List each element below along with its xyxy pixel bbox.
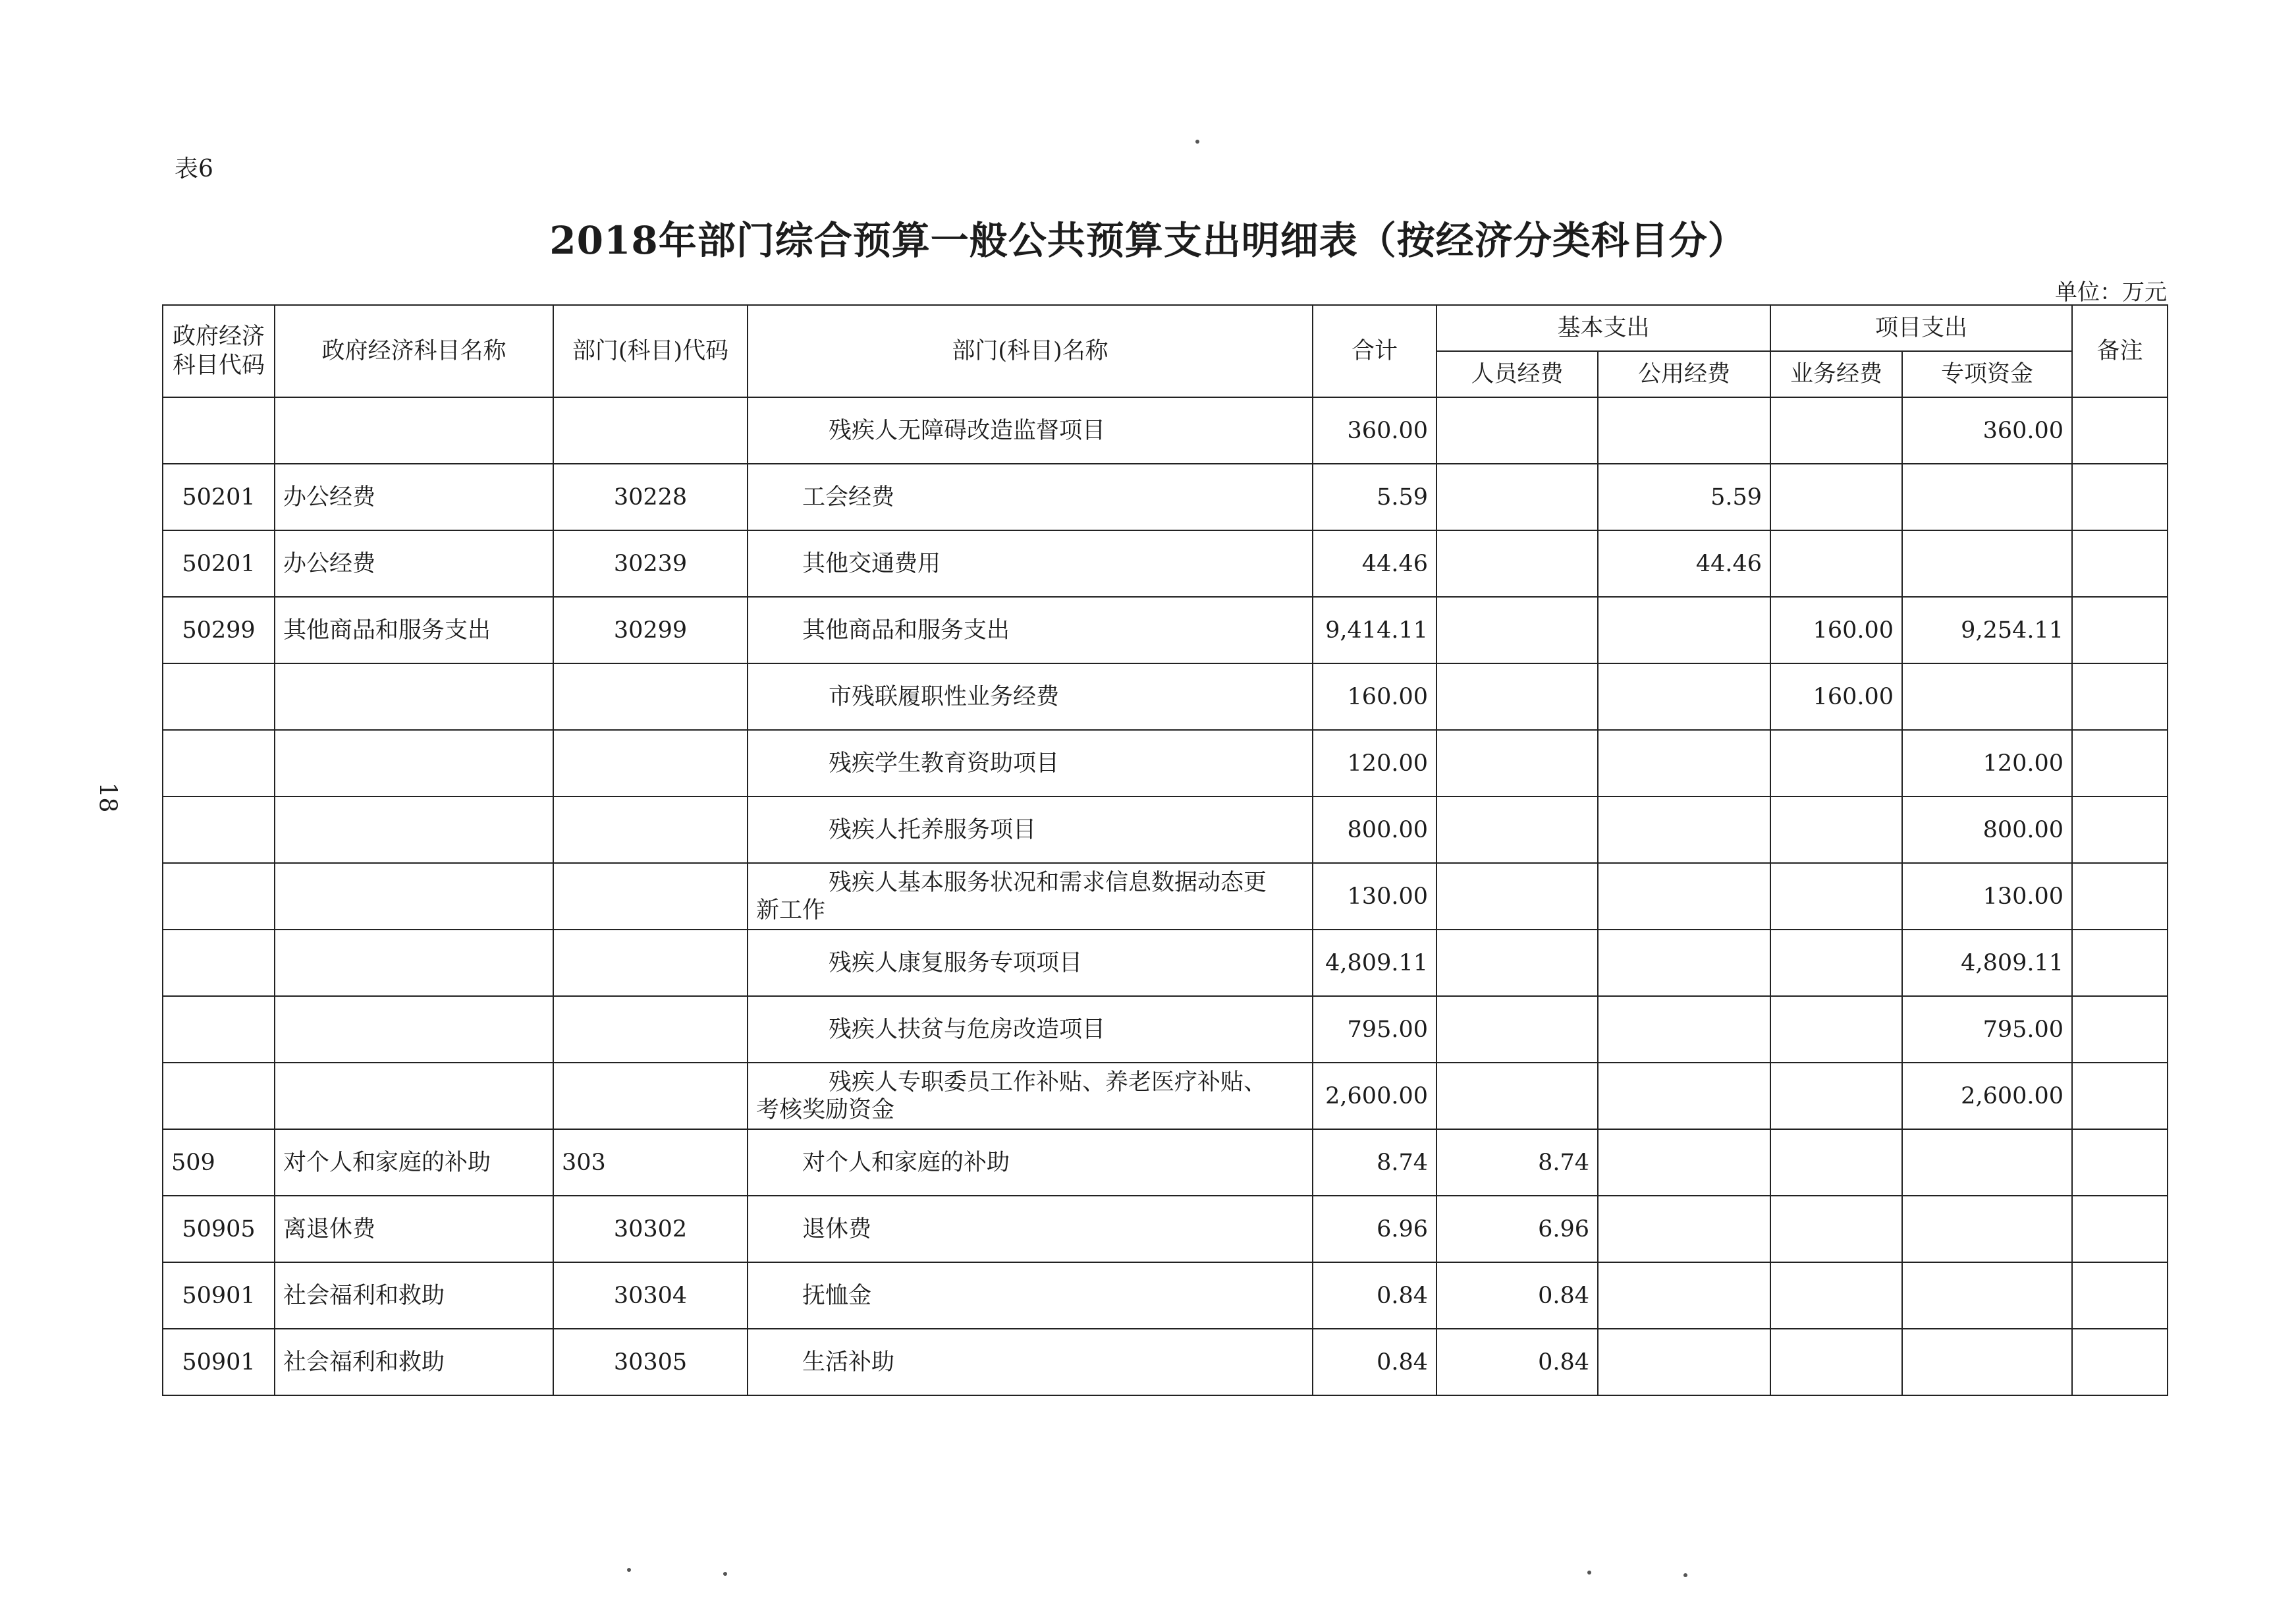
gov-name-cell (275, 1063, 553, 1129)
gov-name-cell: 社会福利和救助 (275, 1329, 553, 1395)
business-cell (1770, 1063, 1902, 1129)
remarks-cell (2072, 996, 2168, 1063)
dept-name-text: 工会经费 (802, 484, 895, 511)
dept-name-text: 生活补助 (802, 1349, 895, 1376)
special-cell: 120.00 (1902, 730, 2072, 796)
total-cell: 9,414.11 (1313, 597, 1436, 663)
remarks-cell (2072, 597, 2168, 663)
header-business: 业务经费 (1770, 351, 1902, 397)
dept-code-cell: 30228 (553, 464, 748, 530)
header-remarks: 备注 (2072, 305, 2168, 397)
personnel-cell (1436, 796, 1598, 863)
public-cell (1598, 863, 1770, 930)
dept-code-cell (553, 796, 748, 863)
table-row (163, 1329, 2168, 1395)
dept-name-cell (748, 464, 1313, 530)
public-cell (1598, 730, 1770, 796)
gov-code-cell: 50901 (163, 1329, 275, 1395)
dept-name-text: 其他交通费用 (802, 550, 941, 577)
personnel-cell (1436, 1063, 1598, 1129)
gov-code-cell (163, 796, 275, 863)
remarks-cell (2072, 796, 2168, 863)
table-row (163, 730, 2168, 796)
gov-code-cell: 50299 (163, 597, 275, 663)
dept-name-cell (748, 930, 1313, 996)
table-row (163, 863, 2168, 930)
public-cell (1598, 1329, 1770, 1395)
table-row (163, 930, 2168, 996)
dept-name-text: 残疾人康复服务专项项目 (829, 949, 1083, 976)
gov-name-cell (275, 663, 553, 730)
dept-name-cell (748, 863, 1313, 930)
dept-name-text: 市残联履职性业务经费 (829, 683, 1060, 710)
dept-name-text: 残疾人托养服务项目 (829, 816, 1037, 843)
dept-name-line-1: 残疾人专职委员工作补贴、养老医疗补贴、 (829, 1069, 1267, 1096)
personnel-cell (1436, 397, 1598, 464)
public-cell (1598, 996, 1770, 1063)
business-cell (1770, 530, 1902, 597)
dept-name-cell (748, 597, 1313, 663)
gov-name-cell: 社会福利和救助 (275, 1262, 553, 1329)
budget-table (162, 304, 2168, 1396)
personnel-cell (1436, 464, 1598, 530)
public-cell (1598, 1063, 1770, 1129)
remarks-cell (2072, 930, 2168, 996)
gov-code-cell (163, 1063, 275, 1129)
public-cell (1598, 597, 1770, 663)
gov-code-cell (163, 930, 275, 996)
dept-code-cell (553, 730, 748, 796)
dept-name-text: 其他商品和服务支出 (802, 617, 1010, 644)
personnel-cell: 8.74 (1436, 1129, 1598, 1196)
public-cell (1598, 796, 1770, 863)
total-cell: 0.84 (1313, 1329, 1436, 1395)
scan-speck (1683, 1573, 1687, 1577)
personnel-cell: 0.84 (1436, 1329, 1598, 1395)
public-cell (1598, 397, 1770, 464)
header-special: 专项资金 (1902, 351, 2072, 397)
total-cell: 0.84 (1313, 1262, 1436, 1329)
dept-name-cell (748, 663, 1313, 730)
gov-code-cell (163, 397, 275, 464)
header-personnel: 人员经费 (1436, 351, 1598, 397)
gov-name-cell: 办公经费 (275, 530, 553, 597)
table-row (163, 996, 2168, 1063)
dept-name-cell (748, 1262, 1313, 1329)
special-cell (1902, 1196, 2072, 1262)
page-number: 18 (94, 782, 121, 813)
dept-code-cell (553, 397, 748, 464)
total-cell: 2,600.00 (1313, 1063, 1436, 1129)
total-cell: 6.96 (1313, 1196, 1436, 1262)
special-cell (1902, 1129, 2072, 1196)
special-cell: 795.00 (1902, 996, 2072, 1063)
dept-name-text: 残疾人无障碍改造监督项目 (829, 417, 1106, 444)
gov-code-cell: 50201 (163, 530, 275, 597)
header-project-expenditure: 项目支出 (1770, 305, 2072, 351)
remarks-cell (2072, 530, 2168, 597)
gov-code-cell (163, 663, 275, 730)
dept-code-cell: 30302 (553, 1196, 748, 1262)
personnel-cell (1436, 597, 1598, 663)
remarks-cell (2072, 1196, 2168, 1262)
special-cell: 9,254.11 (1902, 597, 2072, 663)
dept-name-cell (748, 730, 1313, 796)
gov-name-cell (275, 930, 553, 996)
dept-code-cell (553, 996, 748, 1063)
public-cell (1598, 663, 1770, 730)
remarks-cell (2072, 730, 2168, 796)
table-label: 表6 (175, 155, 213, 182)
special-cell: 130.00 (1902, 863, 2072, 930)
public-cell: 5.59 (1598, 464, 1770, 530)
business-cell (1770, 730, 1902, 796)
personnel-cell (1436, 730, 1598, 796)
dept-name-cell (748, 1329, 1313, 1395)
personnel-cell: 0.84 (1436, 1262, 1598, 1329)
header-dept-name: 部门(科目)名称 (748, 305, 1313, 397)
gov-name-cell: 离退休费 (275, 1196, 553, 1262)
business-cell (1770, 1329, 1902, 1395)
dept-name-cell (748, 397, 1313, 464)
dept-name-cell (748, 1129, 1313, 1196)
header-dept-code: 部门(科目)代码 (553, 305, 748, 397)
gov-code-cell: 50905 (163, 1196, 275, 1262)
special-cell: 360.00 (1902, 397, 2072, 464)
special-cell (1902, 1262, 2072, 1329)
table-row (163, 1129, 2168, 1196)
special-cell: 4,809.11 (1902, 930, 2072, 996)
dept-name-text: 对个人和家庭的补助 (802, 1149, 1010, 1176)
business-cell (1770, 796, 1902, 863)
table-row (163, 464, 2168, 530)
public-cell (1598, 1196, 1770, 1262)
remarks-cell (2072, 1129, 2168, 1196)
personnel-cell: 6.96 (1436, 1196, 1598, 1262)
total-cell: 130.00 (1313, 863, 1436, 930)
business-cell (1770, 996, 1902, 1063)
total-cell: 4,809.11 (1313, 930, 1436, 996)
gov-name-cell (275, 863, 553, 930)
header-gov-name: 政府经济科目名称 (275, 305, 553, 397)
dept-name-cell (748, 796, 1313, 863)
personnel-cell (1436, 663, 1598, 730)
total-cell: 800.00 (1313, 796, 1436, 863)
personnel-cell (1436, 530, 1598, 597)
gov-code-cell: 50901 (163, 1262, 275, 1329)
gov-name-cell (275, 796, 553, 863)
business-cell: 160.00 (1770, 597, 1902, 663)
gov-code-cell (163, 730, 275, 796)
scan-speck (1195, 140, 1199, 144)
business-cell (1770, 464, 1902, 530)
personnel-cell (1436, 996, 1598, 1063)
dept-code-cell: 303 (553, 1129, 748, 1196)
table-row (163, 663, 2168, 730)
header-basic-expenditure: 基本支出 (1436, 305, 1770, 351)
gov-code-cell (163, 863, 275, 930)
remarks-cell (2072, 397, 2168, 464)
dept-code-cell (553, 663, 748, 730)
business-cell: 160.00 (1770, 663, 1902, 730)
business-cell (1770, 1129, 1902, 1196)
gov-name-cell (275, 730, 553, 796)
business-cell (1770, 1262, 1902, 1329)
dept-name-line-2: 考核奖励资金 (756, 1096, 895, 1123)
remarks-cell (2072, 1262, 2168, 1329)
scan-speck (627, 1568, 631, 1572)
table-row (163, 796, 2168, 863)
public-cell (1598, 1129, 1770, 1196)
header-total: 合计 (1313, 305, 1436, 397)
business-cell (1770, 1196, 1902, 1262)
special-cell (1902, 530, 2072, 597)
remarks-cell (2072, 1329, 2168, 1395)
table-row (163, 1262, 2168, 1329)
unit-label: 单位：万元 (2055, 279, 2167, 306)
remarks-cell (2072, 863, 2168, 930)
dept-code-cell: 30239 (553, 530, 748, 597)
special-cell (1902, 464, 2072, 530)
total-cell: 795.00 (1313, 996, 1436, 1063)
header-gov-code: 政府经济科目代码 (163, 305, 275, 397)
dept-name-cell (748, 1063, 1313, 1129)
header-public: 公用经费 (1598, 351, 1770, 397)
dept-name-text: 残疾人扶贫与危房改造项目 (829, 1016, 1106, 1043)
public-cell (1598, 930, 1770, 996)
gov-name-cell: 办公经费 (275, 464, 553, 530)
public-cell: 44.46 (1598, 530, 1770, 597)
dept-code-cell: 30299 (553, 597, 748, 663)
special-cell (1902, 663, 2072, 730)
dept-code-cell (553, 930, 748, 996)
special-cell: 800.00 (1902, 796, 2072, 863)
gov-name-cell: 对个人和家庭的补助 (275, 1129, 553, 1196)
dept-name-text: 退休费 (802, 1215, 872, 1242)
personnel-cell (1436, 930, 1598, 996)
special-cell: 2,600.00 (1902, 1063, 2072, 1129)
total-cell: 120.00 (1313, 730, 1436, 796)
total-cell: 160.00 (1313, 663, 1436, 730)
scan-speck (1587, 1571, 1591, 1575)
remarks-cell (2072, 1063, 2168, 1129)
table-row (163, 530, 2168, 597)
table-row (163, 597, 2168, 663)
public-cell (1598, 1262, 1770, 1329)
dept-name-cell (748, 1196, 1313, 1262)
scan-speck (723, 1572, 727, 1576)
personnel-cell (1436, 863, 1598, 930)
dept-name-text: 残疾学生教育资助项目 (829, 750, 1060, 777)
dept-code-cell: 30305 (553, 1329, 748, 1395)
table-row (163, 1196, 2168, 1262)
gov-name-cell: 其他商品和服务支出 (275, 597, 553, 663)
dept-code-cell: 30304 (553, 1262, 748, 1329)
gov-code-cell: 50201 (163, 464, 275, 530)
dept-name-text: 抚恤金 (802, 1282, 872, 1309)
dept-code-cell (553, 863, 748, 930)
remarks-cell (2072, 464, 2168, 530)
gov-name-cell (275, 996, 553, 1063)
dept-name-cell (748, 530, 1313, 597)
table-row (163, 1063, 2168, 1129)
dept-code-cell (553, 1063, 748, 1129)
total-cell: 360.00 (1313, 397, 1436, 464)
business-cell (1770, 863, 1902, 930)
page-title: 2018年部门综合预算一般公共预算支出明细表（按经济分类科目分） (549, 218, 1747, 263)
table-row (163, 397, 2168, 464)
total-cell: 44.46 (1313, 530, 1436, 597)
total-cell: 5.59 (1313, 464, 1436, 530)
total-cell: 8.74 (1313, 1129, 1436, 1196)
business-cell (1770, 930, 1902, 996)
gov-code-cell (163, 996, 275, 1063)
business-cell (1770, 397, 1902, 464)
gov-name-cell (275, 397, 553, 464)
dept-name-line-2: 新工作 (756, 897, 826, 924)
dept-name-line-1: 残疾人基本服务状况和需求信息数据动态更 (829, 869, 1267, 896)
remarks-cell (2072, 663, 2168, 730)
dept-name-cell (748, 996, 1313, 1063)
gov-code-cell: 509 (163, 1129, 275, 1196)
special-cell (1902, 1329, 2072, 1395)
